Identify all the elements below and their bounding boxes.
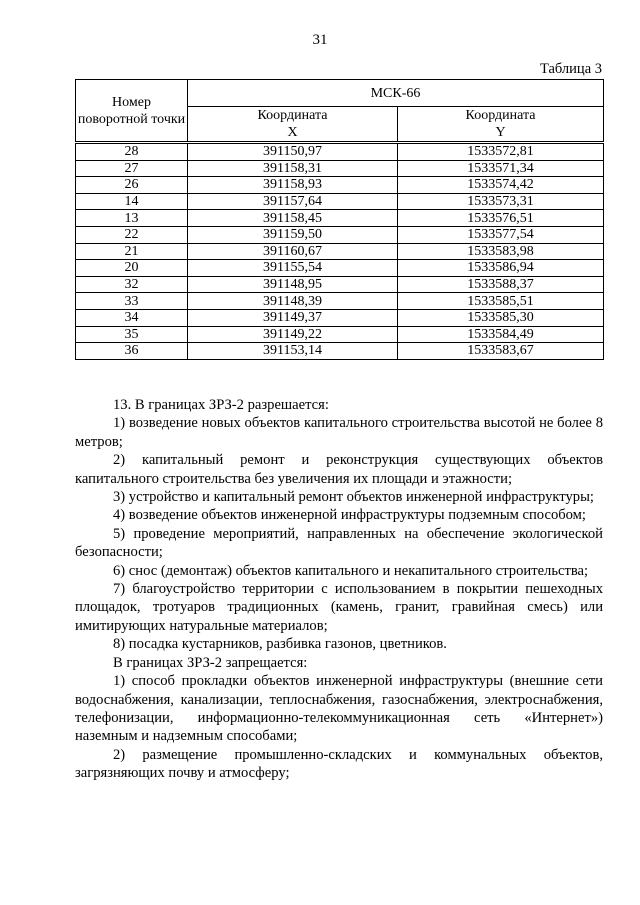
coordinate-x-cell: 391158,45 (188, 210, 398, 227)
table-row (76, 160, 604, 177)
coordinate-x-cell: 391148,95 (188, 276, 398, 293)
paragraph: 4) возведение объектов инженерной инфраструктуры подземным способом; (113, 507, 586, 524)
header-x-axis: X (287, 125, 298, 140)
point-number-cell: 36 (76, 343, 188, 360)
paragraph: В границах ЗРЗ-2 запрещается: (113, 654, 308, 671)
coordinate-x-cell: 391150,97 (188, 143, 398, 161)
coordinate-x-cell: 391155,54 (188, 260, 398, 277)
point-number-cell: 34 (76, 309, 188, 326)
coordinate-x-cell: 391148,39 (188, 293, 398, 310)
coordinate-y-cell: 1533583,67 (398, 343, 604, 360)
coordinate-y-cell: 1533585,30 (398, 309, 604, 326)
paragraph: 7) благоустройство территории с использованием в покрытии пешеходных площадок, тротуаров традиционных (камень, гранит, гравийная смесь) или имитирующих натуральные материалов; (75, 581, 603, 634)
coordinates-table (75, 79, 604, 360)
point-number-cell: 21 (76, 243, 188, 260)
paragraph: 13. В границах ЗРЗ-2 разрешается: (113, 397, 329, 413)
coordinate-y-cell: 1533586,94 (398, 260, 604, 277)
coordinate-y-cell: 1533573,31 (398, 193, 604, 210)
coordinate-x-cell: 391160,67 (188, 243, 398, 260)
body-text (75, 396, 603, 783)
table-row (76, 177, 604, 194)
table-row (76, 343, 604, 360)
paragraph: 1) способ прокладки объектов инженерной инфраструктуры (внешние сети водоснабжения, канализации, теплоснабжения, газоснабжения, электроснабжения, телефонизации, информационно-телекоммуникационная сеть «Интернет») наземным и надземным способами; (75, 673, 603, 745)
table-row (76, 143, 604, 161)
coordinate-y-cell: 1533571,34 (398, 160, 604, 177)
paragraph: 2) размещение промышленно-складских и коммунальных объектов, загрязняющих почву и атмосферу; (75, 746, 603, 782)
coordinate-y-cell: 1533574,42 (398, 177, 604, 194)
coordinate-y-cell: 1533577,54 (398, 226, 604, 243)
coordinate-x-cell: 391159,50 (188, 226, 398, 243)
coordinate-x-cell: 391149,37 (188, 309, 398, 326)
table-row (76, 210, 604, 227)
point-number-cell: 22 (76, 226, 188, 243)
table-row (76, 226, 604, 243)
coordinate-y-cell: 1533583,98 (398, 243, 604, 260)
paragraph: 5) проведение мероприятий, направленных на обеспечение экологической безопасности; (75, 525, 603, 561)
point-number-cell: 14 (76, 193, 188, 210)
point-number-cell: 35 (76, 326, 188, 343)
coordinate-x-cell: 391153,14 (188, 343, 398, 360)
coordinate-x-cell: 391158,31 (188, 160, 398, 177)
point-number-cell: 20 (76, 260, 188, 277)
header-y-label: Координата (465, 108, 536, 123)
header-coordinate-x (188, 107, 398, 143)
header-point-number: Номер поворотной точки (76, 80, 188, 143)
point-number-cell: 32 (76, 276, 188, 293)
paragraph: 1) возведение новых объектов капитального строительства высотой не более 8 метров; (75, 415, 603, 450)
header-x-label: Координата (257, 108, 328, 123)
table-row (76, 326, 604, 343)
table-row (76, 243, 604, 260)
table-row (76, 309, 604, 326)
page-number: 31 (312, 32, 328, 48)
point-number-cell: 13 (76, 210, 188, 227)
point-number-cell: 33 (76, 293, 188, 310)
coordinate-y-cell: 1533576,51 (398, 210, 604, 227)
paragraph: 2) капитальный ремонт и реконструкция существующих объектов капитального строительства без увеличения их площади и этажности; (75, 452, 603, 487)
table-row (76, 193, 604, 210)
coordinate-x-cell: 391149,22 (188, 326, 398, 343)
table-caption: Таблица 3 (539, 61, 602, 77)
header-coordinate-y (398, 107, 604, 143)
header-y-axis: Y (495, 125, 506, 140)
coordinate-x-cell: 391157,64 (188, 193, 398, 210)
coordinate-x-cell: 391158,93 (188, 177, 398, 194)
point-number-cell: 27 (76, 160, 188, 177)
point-number-cell: 26 (76, 177, 188, 194)
paragraph: 3) устройство и капитальный ремонт объектов инженерной инфраструктуры; (113, 489, 594, 506)
paragraph: 6) снос (демонтаж) объектов капитального и некапитального строительства; (113, 562, 589, 579)
table-row (76, 260, 604, 277)
table-row (76, 276, 604, 293)
coordinate-y-cell: 1533584,49 (398, 326, 604, 343)
header-coordinate-system: МСК-66 (188, 80, 604, 107)
point-number-cell: 28 (76, 143, 188, 161)
coordinate-y-cell: 1533588,37 (398, 276, 604, 293)
coordinate-y-cell: 1533585,51 (398, 293, 604, 310)
table-row (76, 293, 604, 310)
coordinate-y-cell: 1533572,81 (398, 143, 604, 161)
paragraph: 8) посадка кустарников, разбивка газонов, цветников. (113, 636, 447, 653)
